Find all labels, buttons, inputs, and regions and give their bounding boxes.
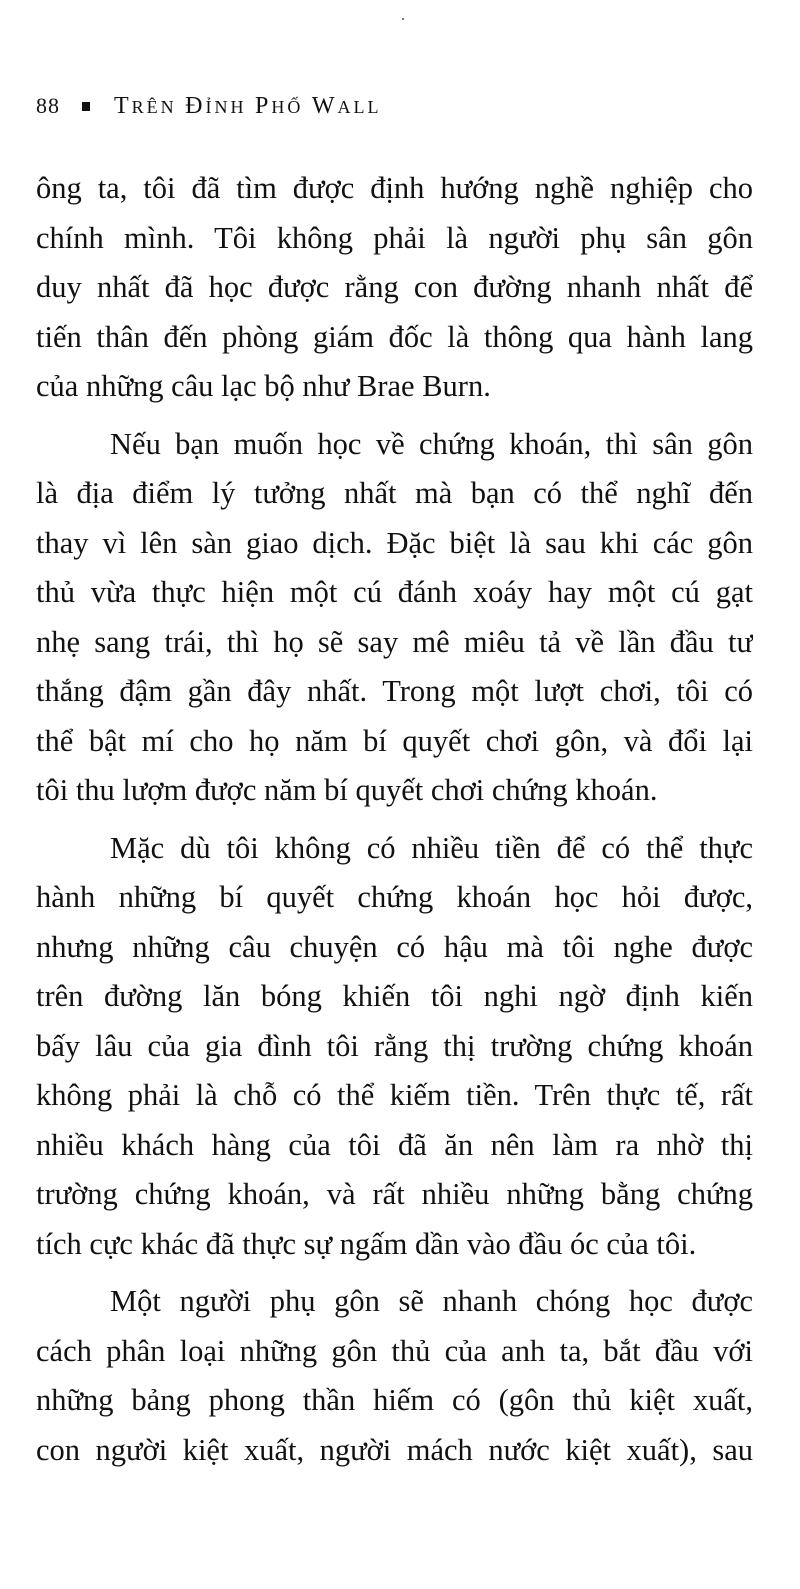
paragraph-gap — [36, 1269, 753, 1277]
text-line: Nếu bạn muốn học về chứng khoán, thì sân gôn — [110, 426, 753, 461]
text-line: chính mình. Tôi không phải là người phụ sân gôn — [36, 220, 753, 255]
body-text — [36, 164, 753, 1475]
text-line: con người kiệt xuất, người mách nước kiệt xuất), sau — [36, 1432, 753, 1467]
page-number: 88 — [36, 93, 60, 118]
running-header — [36, 88, 382, 124]
text-line: thay vì lên sàn giao dịch. Đặc biệt là sau khi các gôn — [36, 525, 753, 560]
text-line: tích cực khác đã thực sự ngấm dần vào đầu óc của tôi. — [36, 1226, 697, 1261]
text-line: cách phân loại những gôn thủ của anh ta, bắt đầu với — [36, 1333, 753, 1368]
text-line: Một người phụ gôn sẽ nhanh chóng học được — [110, 1284, 753, 1318]
header-bullet-icon — [82, 102, 90, 111]
paragraph-gap — [36, 816, 753, 824]
text-line: thể bật mí cho họ năm bí quyết chơi gôn, và đổi lại — [36, 723, 753, 758]
text-line: hành những bí quyết chứng khoán học hỏi được, — [36, 880, 753, 914]
text-line: ông ta, tôi đã tìm được định hướng nghề nghiệp cho — [36, 171, 753, 205]
text-line: nhưng những câu chuyện có hậu mà tôi nghe được — [36, 929, 753, 964]
speck-mark — [402, 18, 404, 20]
text-line: không phải là chỗ có thể kiếm tiền. Trên thực tế, rất — [36, 1078, 753, 1112]
paragraph — [36, 824, 753, 1270]
text-line: bấy lâu của gia đình tôi rằng thị trường chứng khoán — [36, 1028, 753, 1063]
paragraph — [36, 420, 753, 816]
text-line: Mặc dù tôi không có nhiều tiền để có thể thực — [110, 830, 753, 865]
text-line: là địa điểm lý tưởng nhất mà bạn có thể nghĩ đến — [36, 476, 753, 510]
paragraph — [36, 1277, 753, 1475]
text-line: duy nhất đã học được rằng con đường nhanh nhất để — [36, 270, 753, 304]
text-line: nhẹ sang trái, thì họ sẽ say mê miêu tả về lần đầu tư — [36, 624, 753, 659]
text-line: trên đường lăn bóng khiến tôi nghi ngờ định kiến — [36, 979, 753, 1013]
text-line: của những câu lạc bộ như Brae Burn. — [36, 369, 491, 403]
text-line: thủ vừa thực hiện một cú đánh xoáy hay một cú gạt — [36, 575, 753, 609]
text-line: tôi thu lượm được năm bí quyết chơi chứng khoán. — [36, 773, 658, 807]
text-line: trường chứng khoán, và rất nhiều những bằng chứng — [36, 1177, 753, 1211]
text-line: những bảng phong thần hiếm có (gôn thủ kiệt xuất, — [36, 1383, 753, 1417]
running-title: TRÊN ĐỈNH PHỐ WALL — [114, 92, 382, 119]
text-line: thắng đậm gần đây nhất. Trong một lượt chơi, tôi có — [36, 674, 753, 708]
paragraph-gap — [36, 412, 753, 420]
paragraph — [36, 164, 753, 412]
text-line: tiến thân đến phòng giám đốc là thông qua hành lang — [36, 319, 753, 354]
text-line: nhiều khách hàng của tôi đã ăn nên làm ra nhờ thị — [36, 1127, 753, 1162]
